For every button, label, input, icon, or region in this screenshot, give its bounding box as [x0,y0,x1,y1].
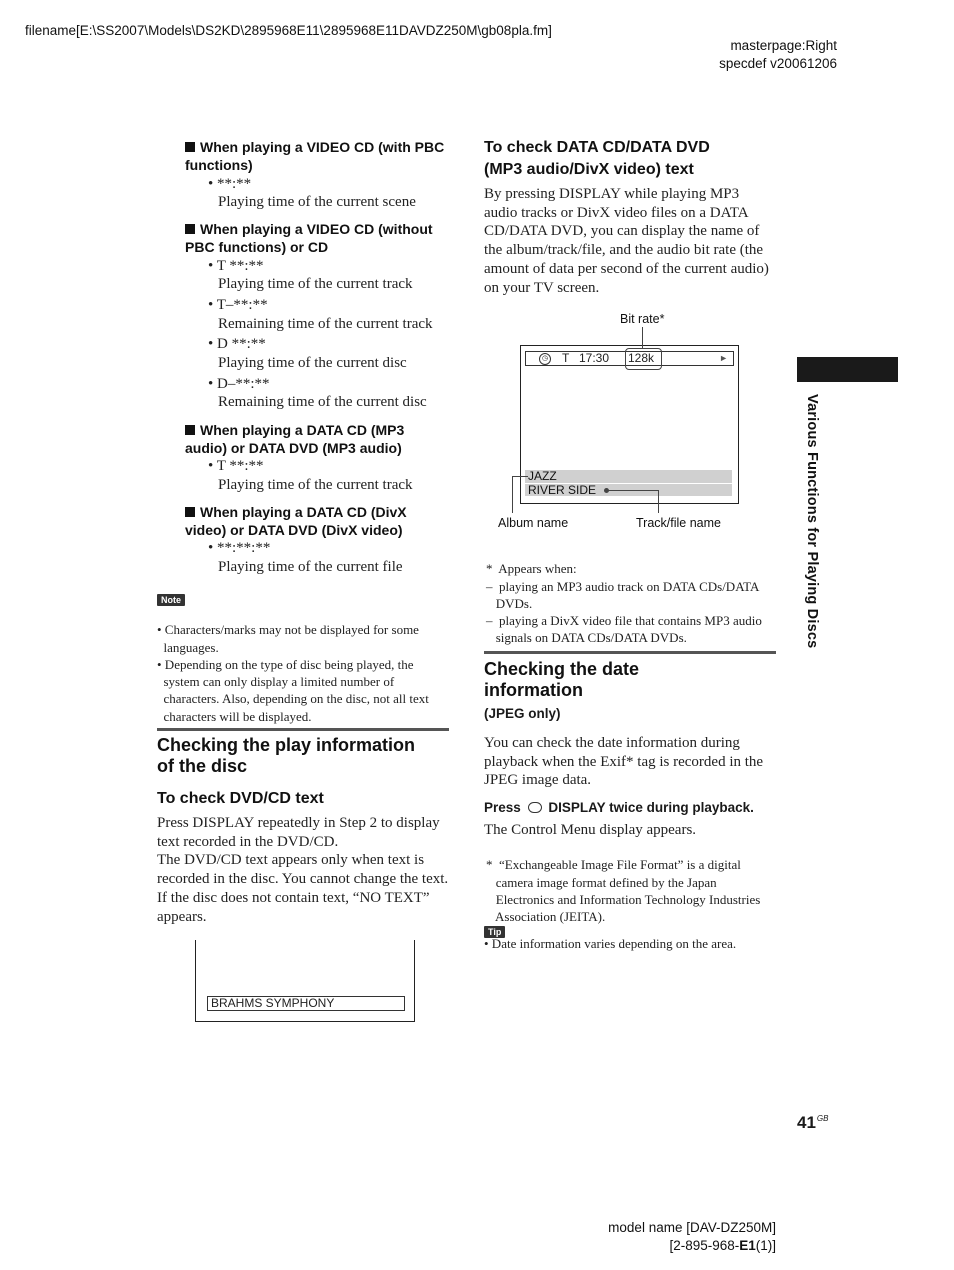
track-name-value: RIVER SIDE [528,483,597,497]
note-text: • Characters/marks may not be displayed for some languages. • Depending on the type of disc being played, the system can only display a limited number of characters. Also, depending on the disc, not all text characters will be displayed. [157,622,429,724]
date-info-subtitle: (JPEG only) [484,706,561,721]
tip-text: • Date information varies depending on the area. [484,936,737,951]
bitrate-value: 128k [628,351,655,365]
bitrate-footnote: * Appears when: – playing an MP3 audio track on DATA CDs/DATA DVDs. – playing a DivX video file that contains MP3 audio signals on DATA CDs/DATA DVDs. [486,561,762,646]
elapsed-time: 17:30 [579,351,610,365]
disc-clock-icon: ◷ [539,353,551,365]
section-heading-datacd-divx: When playing a DATA CD (DivX video) or DATA DVD (DivX video) [185,504,407,538]
section-heading-datacd-mp3: When playing a DATA CD (MP3 audio) or DATA DVD (MP3 audio) [185,422,405,456]
list-item-desc: Playing time of the current track [218,477,413,493]
list-item-desc: Playing time of the current track [218,276,413,292]
list-item-code: • D–**:** [208,376,270,392]
list-item-code: • T **:** [208,258,264,274]
side-tab-marker [797,357,898,382]
footer-code: [2-895-968-E1(1)] [669,1238,776,1253]
bitrate-label: Bit rate* [620,312,665,326]
track-leader-line [658,490,659,513]
display-button-icon [528,802,542,813]
list-item-desc: Playing time of the current scene [218,194,416,210]
list-item-code: • **:**:** [208,540,271,556]
subhead-data-text: To check DATA CD/DATA DVD (MP3 audio/DivX video) text [484,139,710,178]
list-item-desc: Remaining time of the current track [218,316,433,332]
press-instruction: Press DISPLAY twice during playback. [484,800,754,815]
list-item-desc: Playing time of the current file [218,559,403,575]
square-bullet-icon [185,224,195,234]
list-item-code: • D **:** [208,336,266,352]
list-item-code: • T–**:** [208,297,268,313]
album-leader-line [512,476,528,477]
side-tab-text: Various Functions for Playing Discs [804,394,820,649]
bitrate-highlight [625,348,662,370]
tip-badge: Tip [484,922,505,940]
square-bullet-icon [185,425,195,435]
list-item-code: • **:** [208,176,252,192]
section-title-play-info: Checking the play information of the disc [157,735,416,776]
list-item-desc: Remaining time of the current disc [218,394,427,410]
note-badge: Note [157,590,185,608]
album-leader-line [512,476,513,513]
header-filename: filename[E:\SS2007\Models\DS2KD\2895968E11\2895968E11DAVDZ250M\gb08pla.fm] [25,23,552,38]
square-bullet-icon [185,142,195,152]
header-specdef: specdef v20061206 [719,56,837,71]
square-bullet-icon [185,507,195,517]
play-info-paragraph: Press DISPLAY repeatedly in Step 2 to display text recorded in the DVD/CD. The DVD/CD text appears only when text is recorded in the disc. You cannot change the text. If the disc does not contain text, “NO TEXT” appears. [157,815,449,925]
list-item-desc: Playing time of the current disc [218,355,407,371]
section-heading-videocd-nopbc: When playing a VIDEO CD (without PBC functions) or CD [185,221,433,255]
date-info-result: The Control Menu display appears. [484,822,697,838]
subhead-dvd-cd-text: To check DVD/CD text [157,790,324,807]
play-icon: ► [719,353,728,363]
track-name-label: Track/file name [636,516,721,530]
page-number: $41^{GB}$ [797,1113,829,1132]
screen-text-bar: BRAHMS SYMPHONY [207,996,405,1011]
header-masterpage: masterpage:Right [730,38,837,53]
section-heading-videocd-pbc: When playing a VIDEO CD (with PBC functions) [185,139,445,173]
bitrate-leader-line [642,327,643,348]
track-code: T [562,351,570,365]
date-info-paragraph: You can check the date information during playback when the Exif* tag is recorded in the JPEG image data. [484,735,764,789]
list-item-code: • T **:** [208,458,264,474]
section-title-date-info: Checking the date information [484,659,640,700]
album-name-value: JAZZ [528,469,557,483]
album-name-label: Album name [498,516,569,530]
track-leader-line [607,490,658,491]
data-text-paragraph: By pressing DISPLAY while playing MP3 audio tracks or DivX video files on a DATA CD/DATA DVD, you can display the name of the album/track/file, and the audio bit rate (the amount of data per second of the current audio) on your TV screen. [484,186,769,296]
section-rule [484,651,776,654]
footer-model: model name [DAV-DZ250M] [608,1220,776,1235]
section-rule [157,728,449,731]
exif-footnote: * “Exchangeable Image File Format” is a digital camera image format defined by the Japan Electronics and Information Technology Industries Association (JEITA). [486,857,761,925]
